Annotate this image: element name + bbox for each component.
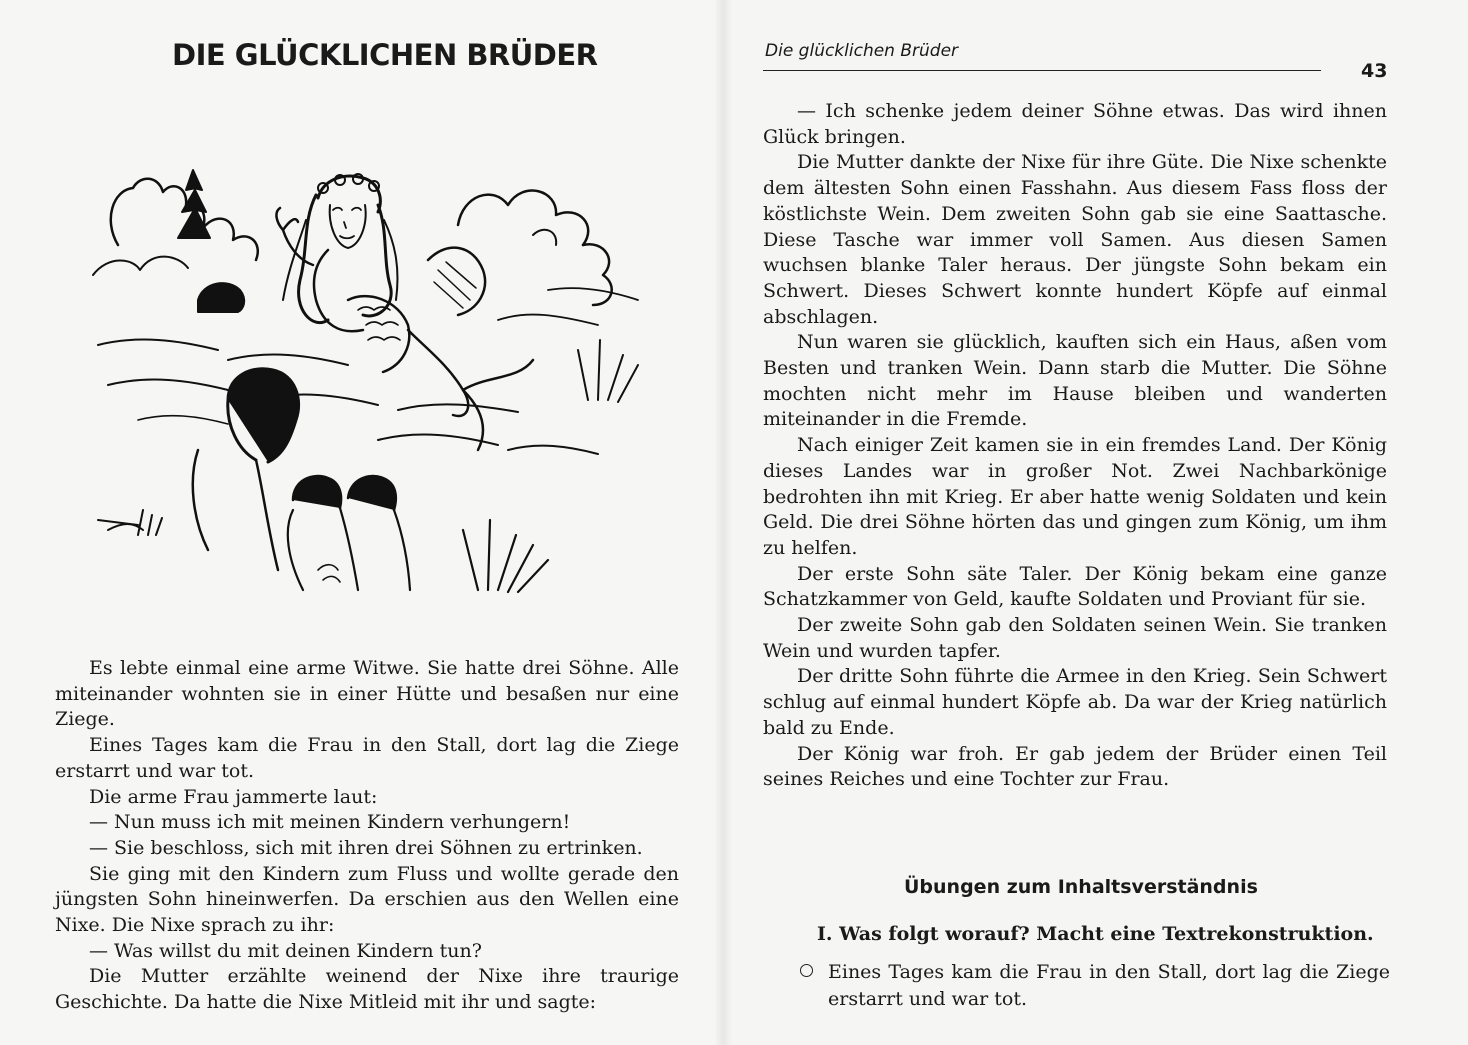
paragraph: Eines Tages kam die Frau in den Stall, dort lag die Ziege erstarrt und war tot. [55, 734, 679, 782]
paragraph: Nach einiger Zeit kamen sie in ein fremdes Land. Der König dieses Landes war in großer Not. Zwei Nachbarkönige bedrohten ihn mit Krieg. Er aber hatte wenig Soldaten und kein Geld. Die drei Söhne hörten das und gingen zum König, um ihm zu helfen. [763, 434, 1387, 559]
paragraph: — Was willst du mit deinen Kindern tun? [89, 939, 482, 962]
paragraph: Der zweite Sohn gab den Soldaten seinen Wein. Sie tranken Wein und wurden tapfer. [763, 614, 1387, 662]
paragraph: — Nun muss ich mit meinen Kindern verhungern! [89, 811, 571, 834]
right-page-text [763, 99, 1387, 793]
paragraph: — Ich schenke jedem deiner Söhne etwas. Das wird ihnen Glück bringen. [763, 100, 1387, 148]
task-item-text: Eines Tages kam die Frau in den Stall, dort lag die Ziege erstarrt und war tot. [828, 961, 1390, 1010]
left-page [0, 0, 722, 1045]
left-page-text [55, 656, 679, 1016]
page-number: 43 [1361, 60, 1388, 82]
task-heading: I. Was folgt worauf? Macht eine Textrekonstruktion. [817, 923, 1374, 945]
exercise-heading: Übungen zum Inhaltsverständnis [904, 876, 1258, 898]
paragraph: Die arme Frau jammerte laut: [89, 785, 378, 808]
book-gutter [714, 0, 732, 1045]
paragraph: Die Mutter erzählte weinend der Nixe ihre traurige Geschichte. Da hatte die Nixe Mitleid mit ihr und sagte: [55, 965, 679, 1014]
paragraph: Der dritte Sohn führte die Armee in den Krieg. Sein Schwert schlug auf einmal hundert Köpfe ab. Da war der Krieg natürlich bald zu Ende. [763, 665, 1387, 739]
mermaid-illustration [78, 150, 668, 620]
paragraph: Der König war froh. Er gab jedem der Brüder einen Teil seines Reiches und eine Tochter zur Frau. [763, 742, 1387, 791]
paragraph: Nun waren sie glücklich, kauften sich ein Haus, aßen vom Besten und tranken Wein. Dann starb die Mutter. Die Söhne mochten nicht mehr im Hause bleiben und wanderten miteinander in die Fremde. [763, 331, 1387, 431]
paragraph: — Sie beschloss, sich mit ihren drei Söhnen zu ertrinken. [89, 836, 643, 859]
paragraph: Die Mutter dankte der Nixe für ihre Güte. Die Nixe schenkte dem ältesten Sohn einen Fasshahn. Aus diesem Fass floss der köstlichste Wein. Dem zweiten Sohn gab sie eine Saattasche. Diese Tasche war immer voll Samen. Aus diesen Samen wuchsen blanke Taler heraus. Der jüngste Sohn bekam ein Schwert. Dieses Schwert konnte hundert Köpfe auf einmal abschlagen. [763, 151, 1387, 328]
running-head: Die glücklichen Brüder [765, 41, 959, 61]
header-rule [763, 70, 1321, 71]
story-title: DIE GLÜCKLICHEN BRÜDER [172, 38, 598, 72]
paragraph: Der erste Sohn säte Taler. Der König bekam eine ganze Schatzkammer von Geld, kaufte Soldaten und Proviant für sie. [763, 562, 1387, 611]
task-item [800, 959, 1390, 1013]
paragraph: Sie ging mit den Kindern zum Fluss und wollte gerade den jüngsten Sohn hineinwerfen. Da erschien aus den Wellen eine Nixe. Die Nixe sprach zu ihr: [55, 862, 679, 937]
circle-bullet-icon [800, 964, 813, 977]
paragraph: Es lebte einmal eine arme Witwe. Sie hatte drei Söhne. Alle miteinander wohnten sie in einer Hütte und besaßen nur eine Ziege. [55, 657, 679, 731]
